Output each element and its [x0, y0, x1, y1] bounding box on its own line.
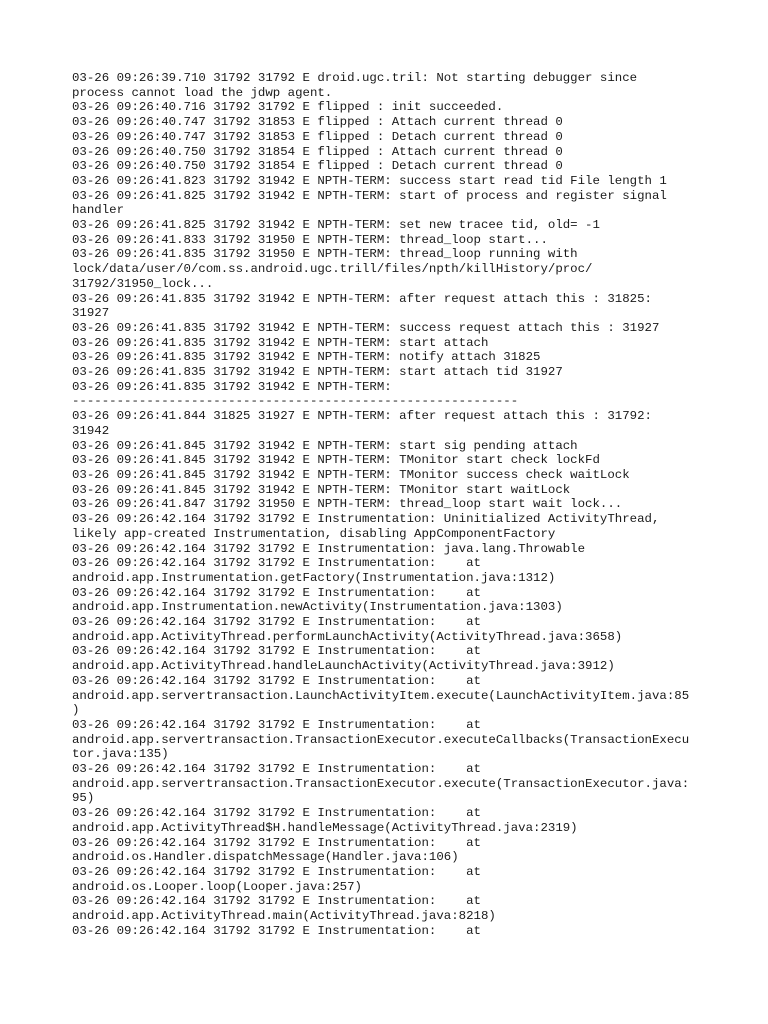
- log-line: 03-26 09:26:42.164 31792 31792 E Instrumentation: Uninitialized ActivityThread,: [72, 512, 660, 527]
- log-line: 03-26 09:26:41.835 31792 31942 E NPTH-TERM: after request attach this : 31825:: [72, 291, 652, 306]
- log-line: 03-26 09:26:40.747 31792 31853 E flipped : Attach current thread 0: [72, 115, 563, 130]
- log-line: 03-26 09:26:41.833 31792 31950 E NPTH-TERM: thread_loop start...: [72, 232, 548, 247]
- log-line: 03-26 09:26:41.835 31792 31942 E NPTH-TERM: start attach: [72, 335, 489, 350]
- log-line: android.app.servertransaction.TransactionExecutor.execute(TransactionExecutor.java:: [72, 776, 690, 791]
- log-line: 03-26 09:26:40.750 31792 31854 E flipped : Detach current thread 0: [72, 159, 563, 174]
- log-line: tor.java:135): [72, 747, 169, 762]
- log-line: handler: [72, 203, 125, 218]
- log-line: 31792/31950_lock...: [72, 276, 214, 291]
- log-line: 31927: [72, 306, 110, 321]
- log-line: android.app.ActivityThread.performLaunchActivity(ActivityThread.java:3658): [72, 629, 623, 644]
- log-line: 03-26 09:26:41.845 31792 31942 E NPTH-TERM: start sig pending attach: [72, 438, 578, 453]
- log-line: 03-26 09:26:42.164 31792 31792 E Instrumentation: at: [72, 806, 481, 821]
- log-line: android.app.Instrumentation.getFactory(Instrumentation.java:1312): [72, 570, 556, 585]
- log-line: 03-26 09:26:41.823 31792 31942 E NPTH-TERM: success start read tid File length 1: [72, 173, 667, 188]
- log-line: 03-26 09:26:42.164 31792 31792 E Instrumentation: at: [72, 864, 481, 879]
- log-line: 03-26 09:26:42.164 31792 31792 E Instrumentation: at: [72, 923, 481, 938]
- log-line: 03-26 09:26:41.844 31825 31927 E NPTH-TERM: after request attach this : 31792:: [72, 409, 652, 424]
- log-line: likely app-created Instrumentation, disabling AppComponentFactory: [72, 526, 556, 541]
- log-line: 03-26 09:26:42.164 31792 31792 E Instrumentation: at: [72, 717, 481, 732]
- log-line: 03-26 09:26:41.835 31792 31942 E NPTH-TERM: start attach tid 31927: [72, 365, 563, 380]
- log-line: android.app.ActivityThread.main(ActivityThread.java:8218): [72, 909, 496, 924]
- log-line: 03-26 09:26:40.716 31792 31792 E flipped : init succeeded.: [72, 100, 504, 115]
- log-line: 03-26 09:26:41.845 31792 31942 E NPTH-TERM: TMonitor success check waitLock: [72, 467, 630, 482]
- log-line: android.os.Handler.dispatchMessage(Handler.java:106): [72, 850, 459, 865]
- log-line: ------------------------------------------------------------: [72, 394, 519, 409]
- log-line: android.app.servertransaction.LaunchActivityItem.execute(LaunchActivityItem.java:85: [72, 688, 690, 703]
- log-line: 03-26 09:26:41.847 31792 31950 E NPTH-TERM: thread_loop start wait lock...: [72, 497, 623, 512]
- log-line: android.app.ActivityThread$H.handleMessage(ActivityThread.java:2319): [72, 820, 578, 835]
- log-line: 03-26 09:26:41.835 31792 31942 E NPTH-TERM: notify attach 31825: [72, 350, 541, 365]
- log-line: 03-26 09:26:40.750 31792 31854 E flipped : Attach current thread 0: [72, 144, 563, 159]
- log-line: 03-26 09:26:42.164 31792 31792 E Instrumentation: at: [72, 585, 481, 600]
- log-line: 95): [72, 791, 95, 806]
- log-line: 03-26 09:26:42.164 31792 31792 E Instrumentation: at: [72, 673, 481, 688]
- log-line: 03-26 09:26:41.835 31792 31942 E NPTH-TERM: success request attach this : 31927: [72, 320, 660, 335]
- log-line: lock/data/user/0/com.ss.android.ugc.trill/files/npth/killHistory/proc/: [72, 262, 593, 277]
- log-line: 03-26 09:26:41.825 31792 31942 E NPTH-TERM: set new tracee tid, old= -1: [72, 218, 600, 233]
- log-line: 03-26 09:26:42.164 31792 31792 E Instrumentation: at: [72, 762, 481, 777]
- log-line: 03-26 09:26:42.164 31792 31792 E Instrumentation: at: [72, 615, 481, 630]
- log-document: [72, 71, 712, 938]
- log-line: 03-26 09:26:39.710 31792 31792 E droid.ugc.tril: Not starting debugger since: [72, 71, 638, 85]
- log-line: ): [72, 703, 80, 718]
- log-line: 03-26 09:26:41.835 31792 31950 E NPTH-TERM: thread_loop running with: [72, 247, 578, 262]
- log-line: 03-26 09:26:41.845 31792 31942 E NPTH-TERM: TMonitor start check lockFd: [72, 453, 600, 468]
- log-line: android.app.ActivityThread.handleLaunchActivity(ActivityThread.java:3912): [72, 659, 615, 674]
- log-line: 03-26 09:26:41.845 31792 31942 E NPTH-TERM: TMonitor start waitLock: [72, 482, 571, 497]
- log-line: 03-26 09:26:40.747 31792 31853 E flipped : Detach current thread 0: [72, 129, 563, 144]
- log-line: android.os.Looper.loop(Looper.java:257): [72, 879, 362, 894]
- log-line: 03-26 09:26:41.835 31792 31942 E NPTH-TERM:: [72, 379, 392, 394]
- log-line: 31942: [72, 423, 110, 438]
- log-line: 03-26 09:26:42.164 31792 31792 E Instrumentation: at: [72, 644, 481, 659]
- log-line: 03-26 09:26:41.825 31792 31942 E NPTH-TERM: start of process and register signal: [72, 188, 667, 203]
- log-line: android.app.servertransaction.TransactionExecutor.executeCallbacks(TransactionExecu: [72, 732, 690, 747]
- log-line: 03-26 09:26:42.164 31792 31792 E Instrumentation: java.lang.Throwable: [72, 541, 586, 556]
- log-line: process cannot load the jdwp agent.: [72, 85, 333, 100]
- log-line: 03-26 09:26:42.164 31792 31792 E Instrumentation: at: [72, 835, 481, 850]
- log-line: 03-26 09:26:42.164 31792 31792 E Instrumentation: at: [72, 556, 481, 571]
- log-line: 03-26 09:26:42.164 31792 31792 E Instrumentation: at: [72, 894, 481, 909]
- log-line: android.app.Instrumentation.newActivity(Instrumentation.java:1303): [72, 600, 563, 615]
